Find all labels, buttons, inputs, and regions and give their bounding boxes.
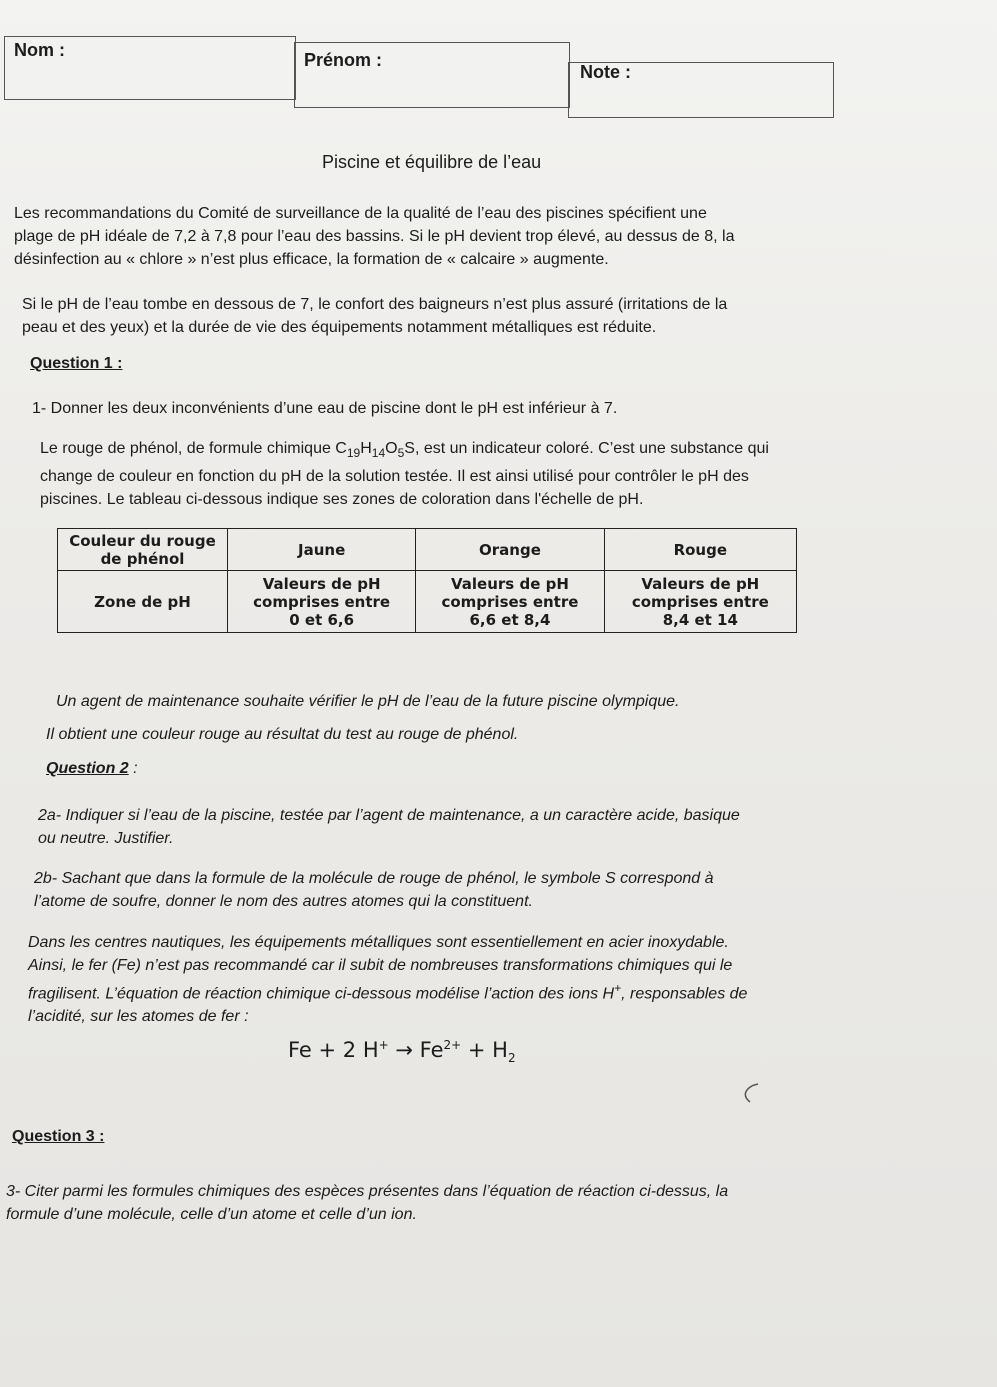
question-1-heading: Question 1 : (30, 355, 123, 372)
question-3-text: 3- Citer parmi les formules chimiques des espèces présentes dans l’équation de réaction ci-dessus, la formule d’une molécule, celle d’un atome et celle d’un ion. (6, 1183, 729, 1223)
grade-label: Note : (580, 62, 631, 82)
intro-line: désinfection au « chlore » n’est plus efficace, la formation de « calcaire » augmente. (14, 251, 609, 268)
intro-paragraph (14, 202, 804, 271)
question-2-heading: Question 2 : (46, 760, 138, 777)
table-cell: Orange (416, 529, 604, 571)
intro-line: peau et des yeux) et la durée de vie des équipements notamment métalliques est réduite. (22, 319, 657, 336)
phenol-line: Le rouge de phénol, de formule chimique $C_{19}H_{14}O_5S$, est un indicateur coloré. C’est une substance qui (40, 440, 769, 461)
phenol-line: change de couleur en fonction du pH de la solution testée. Il est ainsi utilisé pour contrôler le pH des (40, 468, 749, 486)
table-header-cell: Couleur du rouge de phénol (58, 529, 228, 571)
pen-mark-icon (730, 1080, 770, 1110)
intro-paragraph-2 (22, 293, 812, 339)
agent-line-2: Il obtient une couleur rouge au résultat du test au rouge de phénol. (46, 726, 519, 743)
agent-line-1: Un agent de maintenance souhaite vérifier le pH de l’eau de la future piscine olympique. (56, 693, 680, 710)
intro-line: Si le pH de l’eau tombe en dessous de 7, le confort des baigneurs n’est plus assuré (irritations de la (22, 296, 728, 313)
question-1-text: 1- Donner les deux inconvénients d’une eau de piscine dont le pH est inférieur à 7. (32, 400, 618, 417)
phenol-paragraph (40, 437, 820, 511)
question-2a: 2a- Indiquer si l’eau de la piscine, testée par l’agent de maintenance, a un caractère acide, basique ou neutre. Justifier. (38, 807, 740, 847)
table-cell: Valeurs de pH comprises entre 6,6 et 8,4 (416, 571, 604, 633)
table-cell: Rouge (604, 529, 796, 571)
table-cell: Jaune (227, 529, 415, 571)
question-3-heading: Question 3 : (12, 1128, 105, 1145)
table-header-cell: Zone de pH (58, 571, 228, 633)
reaction-equation: Fe + 2 $H^+ \to Fe^{2+} + H_2$ (288, 1038, 516, 1066)
metals-paragraph: Dans les centres nautiques, les équipements métalliques sont essentiellement en acier inoxydable. Ainsi, le fer (Fe) n’est pas recommandé car il subit de nombreuses transformations chimiques qui le fragilisent. L’équation de réaction chimique ci-dessous modélise l’action des ions H+, responsables de l’acidité, sur les atomes de fer : (28, 934, 748, 1026)
table-cell: Valeurs de pH comprises entre 0 et 6,6 (227, 571, 415, 633)
table-cell: Valeurs de pH comprises entre 8,4 et 14 (604, 571, 796, 633)
phenol-color-table (57, 528, 797, 633)
firstname-label: Prénom : (304, 50, 383, 70)
intro-line: plage de pH idéale de 7,2 à 7,8 pour l’eau des bassins. Si le pH devient trop élevé, au dessus de 8, la (14, 228, 735, 245)
name-label: Nom : (14, 40, 65, 60)
intro-line: Les recommandations du Comité de surveillance de la qualité de l’eau des piscines spécifient une (14, 205, 707, 222)
table-row (58, 571, 797, 633)
phenol-line: piscines. Le tableau ci-dessous indique ses zones de coloration dans l'échelle de pH. (40, 491, 644, 509)
page-title: Piscine et équilibre de l’eau (322, 152, 542, 172)
table-row (58, 529, 797, 571)
question-2b: 2b- Sachant que dans la formule de la molécule de rouge de phénol, le symbole S correspond à l’atome de soufre, donner le nom des autres atomes qui la constituent. (34, 870, 714, 910)
